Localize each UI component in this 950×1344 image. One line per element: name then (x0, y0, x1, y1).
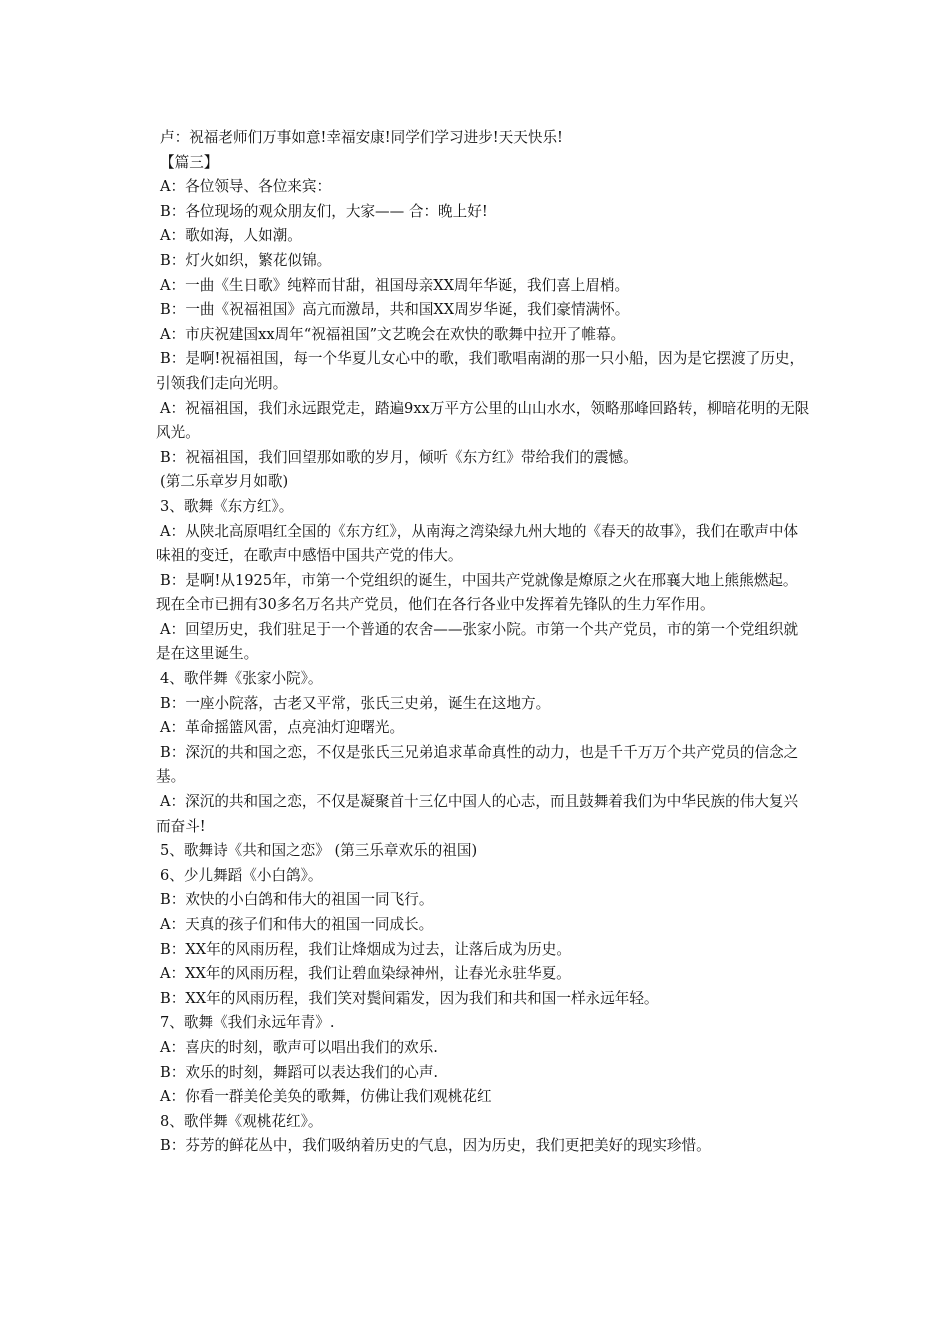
paragraph: A：各位领导、各位来宾： (160, 178, 332, 196)
paragraph: B：祝福祖国，我们回望那如歌的岁月，倾听《东方红》带给我们的震憾。 (160, 448, 638, 466)
paragraph: A：XX年的风雨历程，我们让碧血染绿神州，让春光永驻华夏。 (160, 965, 571, 983)
paragraph: B：一曲《祝福祖国》高亢而激昂，共和国XX周岁华诞，我们豪情满怀。 (160, 301, 630, 319)
program-item: 6、少儿舞蹈《小白鸽》。 (160, 866, 323, 884)
paragraph: B：深沉的共和国之恋，不仅是张氏三兄弟追求革命真性的动力，也是千千万万个共产党员的信念之基。 (156, 743, 799, 786)
paragraph: A：歌如海，人如潮。 (160, 227, 302, 245)
paragraph: B：是啊!从1925年，市第一个党组织的诞生，中国共产党就像是燎原之火在邢襄大地上熊熊燃起。现在全市已拥有30多名万名共产党员，他们在各行各业中发挥着先锋队的生力军作用。 (156, 571, 798, 614)
paragraph: B：XX年的风雨历程，我们笑对鬓间霜发，因为我们和共和国一样永远年轻。 (160, 989, 659, 1007)
program-item: 8、歌伴舞《观桃花红》。 (160, 1112, 323, 1130)
paragraph: A：天真的孩子们和伟大的祖国一同成长。 (160, 916, 434, 933)
paragraph: B：欢乐的时刻，舞蹈可以表达我们的心声. (160, 1063, 439, 1081)
section-heading: 【篇三】 (160, 153, 219, 171)
program-item: 4、歌伴舞《张家小院》。 (160, 670, 323, 688)
paragraph: A：一曲《生日歌》纯粹而甘甜，祖国母亲XX周年华诞，我们喜上眉梢。 (160, 276, 630, 294)
paragraph: A：革命摇篮风雷，点亮油灯迎曙光。 (160, 719, 405, 737)
program-item: 5、歌舞诗《共和国之恋》 (第三乐章欢乐的祖国) (160, 842, 478, 860)
paragraph: A：回望历史，我们驻足于一个普通的农舍——张家小院。市第一个共产党员，市的第一个党组织就是在这里诞生。 (156, 620, 799, 663)
paragraph: B：欢快的小白鸽和伟大的祖国一同飞行。 (160, 891, 434, 909)
paragraph: A：市庆祝建国xx周年“祝福祖国”文艺晚会在欢快的歌舞中拉开了帷幕。 (160, 325, 626, 343)
paragraph: B：各位现场的观众朋友们，大家—— 合：晚上好! (160, 202, 488, 220)
paragraph: A：喜庆的时刻，歌声可以唱出我们的欢乐. (160, 1038, 438, 1056)
program-item: 3、歌舞《东方红》。 (160, 497, 294, 515)
paragraph: B：灯火如织，繁花似锦。 (160, 251, 332, 269)
paragraph: B：一座小院落，古老又平常，张氏三史弟，诞生在这地方。 (160, 694, 551, 712)
paragraph: A：你看一群美伦美奂的歌舞，仿佛让我们观桃花红 (160, 1088, 492, 1106)
paragraph: A：深沉的共和国之恋，不仅是凝聚首十三亿中国人的心志，而且鼓舞着我们为中华民族的伟大复兴而奋斗! (156, 793, 799, 835)
program-item: 7、歌舞《我们永远年青》. (160, 1014, 335, 1032)
paragraph: 卢：祝福老师们万事如意!幸福安康!同学们学习进步!天天快乐! (160, 129, 563, 146)
paragraph: A：祝福祖国，我们永远跟党走，踏遍9xx万平方公里的山山水水，领略那峰回路转，柳暗花明的无限风光。 (156, 399, 810, 442)
paragraph: B：芬芳的鲜花丛中，我们吸纳着历史的气息，因为历史，我们更把美好的现实珍惜。 (160, 1137, 711, 1155)
paragraph: A：从陕北高原唱红全国的《东方红》，从南海之湾染绿九州大地的《春天的故事》，我们在歌声中体味祖的变迁，在歌声中感悟中国共产党的伟大。 (156, 522, 799, 565)
paragraph: B：是啊!祝福祖国，每一个华夏儿女心中的歌，我们歌唱南湖的那一只小船，因为是它摆渡了历史，引领我们走向光明。 (156, 350, 805, 392)
document-body (156, 126, 810, 1159)
chapter-note: (第二乐章岁月如歌) (160, 473, 289, 491)
paragraph: B：XX年的风雨历程，我们让烽烟成为过去，让落后成为历史。 (160, 940, 571, 958)
